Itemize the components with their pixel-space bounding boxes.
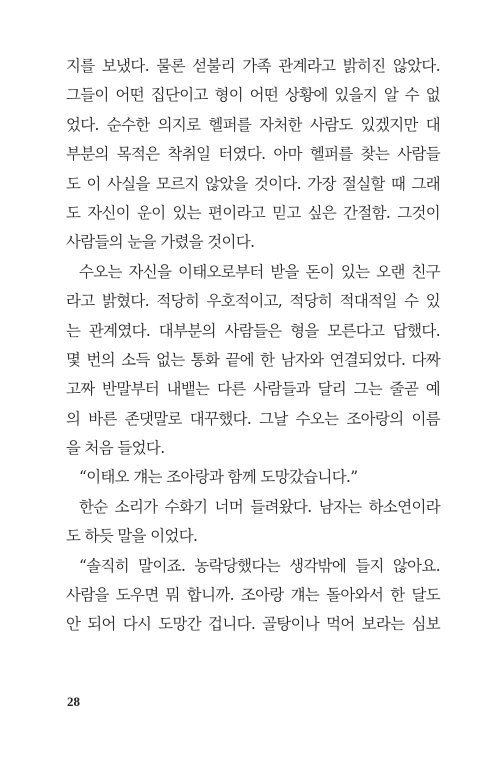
text-line: 사람들의 눈을 가렸을 것이다. bbox=[66, 233, 255, 252]
text-line: 안 되어 다시 도망간 겁니다. 골탕이나 먹어 보라는 심보 bbox=[66, 615, 440, 634]
text-line: “솔직히 말이죠. 농락당했다는 생각밖에 들지 않아요. bbox=[79, 556, 440, 575]
text-line: 을 처음 들었다. bbox=[66, 439, 165, 458]
text-line: 지를 보냈다. 물론 섣불리 가족 관계라고 밝히진 않았다. bbox=[66, 57, 440, 75]
text-line: 의 바른 존댓말로 대꾸했다. 그날 수오는 조아랑의 이름 bbox=[66, 409, 440, 428]
text-line: 사람을 도우면 뭐 합니까. 조아랑 걔는 돌아와서 한 달도 bbox=[66, 586, 440, 605]
text-line: 고짜 반말부터 내뱉는 다른 사람들과 달리 그는 줄곧 예 bbox=[66, 380, 440, 399]
text-line: 도 하듯 말을 이었다. bbox=[66, 527, 198, 546]
text-line: 몇 번의 소득 없는 통화 끝에 한 남자와 연결되었다. 다짜 bbox=[66, 350, 440, 369]
text-line: 도 이 사실을 모르지 않았을 것이다. 가장 절실할 때 그래 bbox=[66, 174, 440, 193]
text-line: 는 관계였다. 대부분의 사람들은 형을 모른다고 답했다. bbox=[66, 321, 440, 340]
text-line: 라고 밝혔다. 적당히 우호적이고, 적당히 적대적일 수 있 bbox=[66, 292, 440, 311]
text-line: 그들이 어떤 집단이고 형이 어떤 상황에 있을지 알 수 없 bbox=[66, 86, 440, 105]
text-line: “이태오 걔는 조아랑과 함께 도망갔습니다.” bbox=[79, 468, 358, 487]
text-line: 었다. 순수한 의지로 헬퍼를 자처한 사람도 있겠지만 대 bbox=[66, 115, 440, 134]
page-number: 28 bbox=[67, 694, 80, 709]
text-line: 한순 소리가 수화기 너머 들려왔다. 남자는 하소연이라 bbox=[79, 497, 440, 516]
body-text bbox=[66, 52, 440, 640]
text-line: 도 자신이 운이 있는 편이라고 믿고 싶은 간절함. 그것이 bbox=[66, 203, 440, 222]
text-line: 수오는 자신을 이태오로부터 받을 돈이 있는 오랜 친구 bbox=[79, 262, 440, 281]
text-line: 부분의 목적은 착취일 터였다. 아마 헬퍼를 찾는 사람들 bbox=[66, 145, 440, 164]
